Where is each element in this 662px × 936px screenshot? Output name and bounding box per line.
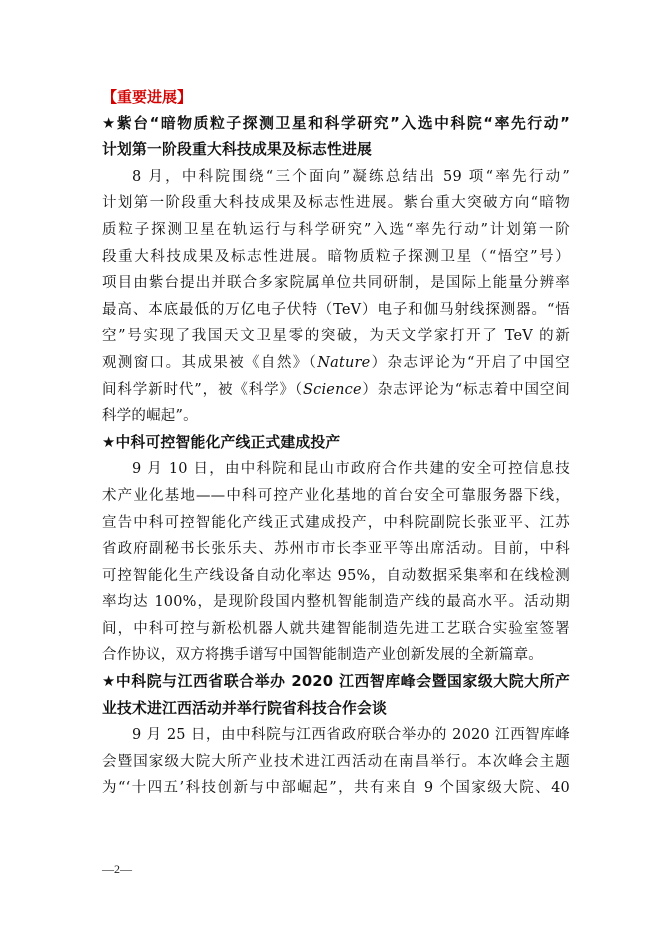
news-item-title: [102, 430, 570, 457]
body-line: 9 月 25 日，由中科院与江西省政府联合举办的 2020 江西智库峰: [132, 727, 570, 744]
news-item: [102, 430, 570, 669]
news-item-title: [102, 111, 570, 164]
body-line: 间科学新时代”，被《科学》（Science）杂志评论为“标志着中国空间: [102, 381, 570, 398]
news-items: [102, 111, 570, 802]
body-line: 观测窗口。其成果被《自然》（Nature）杂志评论为“开启了中国空: [102, 354, 570, 371]
news-item: [102, 111, 570, 430]
title-line: 计划第一阶段重大科技成果及标志性进展: [102, 141, 372, 159]
news-item-body: [102, 164, 570, 430]
news-item-body: [102, 722, 570, 802]
body-line: 间，中科可控与新松机器人就共建智能制造先进工艺联合实验室签署: [102, 620, 570, 637]
body-line: 科学的崛起”。: [102, 408, 198, 425]
body-line: 计划第一阶段重大科技成果及标志性进展。紫台重大突破方向“暗物: [102, 195, 570, 212]
section-tag: 【重要进展】: [102, 88, 193, 106]
title-line: 业技术进江西活动并举行院省科技合作会谈: [102, 699, 387, 717]
body-line: 宣告中科可控智能化产线正式建成投产，中科院副院长张亚平、江苏: [102, 514, 570, 531]
title-line: ★紫台“暗物质粒子探测卫星和科学研究”入选中科院“率先行动”: [102, 114, 570, 132]
body-line: 项目由紫台提出并联合多家院属单位共同研制，是国际上能量分辨率: [102, 275, 570, 292]
body-line: 省政府副秘书长张乐夫、苏州市市长李亚平等出席活动。目前，中科: [102, 541, 570, 558]
news-item-body: [102, 456, 570, 669]
content-area: [102, 84, 570, 802]
body-line: 质粒子探测卫星在轨运行与科学研究”入选“率先行动”计划第一阶: [102, 221, 570, 238]
body-line: 空”号实现了我国天文卫星零的突破，为天文学家打开了 TeV 的新: [102, 328, 570, 345]
page-number: —2—: [102, 862, 132, 876]
body-line: 率均达 100%，是现阶段国内整机智能制造产线的最高水平。活动期: [102, 594, 570, 611]
title-line: ★中科可控智能化产线正式建成投产: [102, 433, 341, 451]
body-line: 9 月 10 日，由中科院和昆山市政府合作共建的安全可控信息技: [132, 461, 570, 478]
body-line: 可控智能化生产线设备自动化率达 95%，自动数据采集率和在线检测: [102, 567, 570, 584]
body-line: 会暨国家级大院大所产业技术进江西活动在南昌举行。本次峰会主题: [102, 753, 570, 770]
body-line: 段重大科技成果及标志性进展。暗物质粒子探测卫星（“悟空”号）: [102, 248, 570, 265]
news-item-title: [102, 669, 570, 722]
title-line: ★中科院与江西省联合举办 2020 江西智库峰会暨国家级大院大所产: [102, 673, 570, 691]
body-line: 8 月，中科院围绕“三个面向”凝练总结出 59 项“率先行动”: [132, 168, 570, 185]
body-line: 为“‘十四五’科技创新与中部崛起”，共有来自 9 个国家级大院、40: [102, 780, 570, 797]
body-line: 合作协议，双方将携手谱写中国智能制造产业创新发展的全新篇章。: [102, 647, 543, 664]
body-line: 最高、本底最低的万亿电子伏特（TeV）电子和伽马射线探测器。“悟: [102, 301, 570, 318]
body-line: 术产业化基地——中科可控产业化基地的首台安全可靠服务器下线，: [102, 487, 570, 504]
news-item: [102, 669, 570, 802]
